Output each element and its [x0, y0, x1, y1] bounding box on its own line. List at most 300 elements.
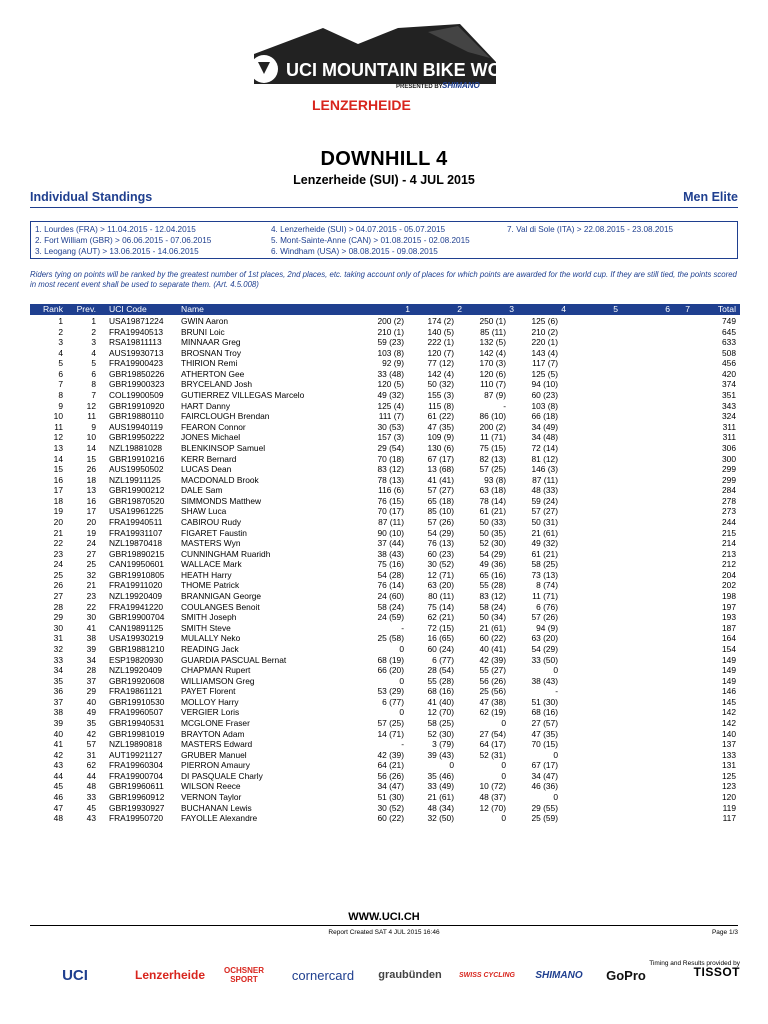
- cell-round-4: 33 (50): [531, 654, 558, 665]
- cell-round-4: 94 (9): [536, 622, 558, 633]
- cell-round-1: 0: [399, 707, 404, 718]
- cell-rank: 43: [53, 760, 63, 771]
- cell-rank: 10: [53, 411, 63, 422]
- cell-round-4: 34 (47): [531, 770, 558, 781]
- cell-round-4: 73 (13): [531, 569, 558, 580]
- cell-round-4: 49 (32): [531, 538, 558, 549]
- table-row: [30, 464, 740, 475]
- cell-round-3: 40 (41): [479, 643, 506, 654]
- page-title: DOWNHILL 4: [320, 148, 448, 170]
- cell-round-3: 60 (22): [479, 633, 506, 644]
- cell-round-1: 76 (15): [377, 495, 404, 506]
- cell-round-4: 67 (17): [531, 760, 558, 771]
- cell-name: BRAYTON Adam: [181, 728, 245, 739]
- cell-round-4: 61 (21): [531, 548, 558, 559]
- cell-round-2: 57 (27): [427, 485, 454, 496]
- cell-total: 187: [722, 622, 736, 633]
- cell-round-1: 66 (20): [377, 665, 404, 676]
- cell-total: 145: [722, 696, 736, 707]
- cell-name: FAIRCLOUGH Brendan: [181, 411, 270, 422]
- cell-prev: 26: [86, 464, 96, 475]
- cell-uci-code: CAN19950601: [109, 559, 164, 570]
- cell-name: READING Jack: [181, 643, 239, 654]
- cell-total: 154: [722, 643, 736, 654]
- cell-round-3: 54 (29): [479, 548, 506, 559]
- table-row: [30, 369, 740, 380]
- cell-prev: 28: [86, 665, 96, 676]
- cell-uci-code: COL19900509: [109, 390, 164, 401]
- tie-break-note: Riders tying on points will be ranked by the greatest number of 1st places, 2nd places, etc. taking account only of places for which points are awarded for the world cup. If they are still tied, the points scored in most recent event shall be used to separate them. (Art. 4.5.008): [30, 270, 737, 289]
- cell-rank: 6: [58, 368, 63, 379]
- cell-name: PAYET Florent: [181, 686, 236, 697]
- cell-round-1: 210 (1): [377, 326, 404, 337]
- cell-name: SHAW Luca: [181, 506, 227, 517]
- cell-round-3: 64 (17): [479, 739, 506, 750]
- table-row: [30, 379, 740, 390]
- sponsor-swiss-cycling: SWISS CYCLING: [458, 971, 515, 979]
- cell-uci-code: USA19871224: [109, 316, 164, 326]
- cell-total: 306: [722, 442, 736, 453]
- table-row: [30, 337, 740, 348]
- cell-uci-code: FRA19960304: [109, 760, 164, 771]
- cell-round-1: 87 (11): [378, 516, 404, 527]
- cell-name: BROSNAN Troy: [181, 347, 242, 358]
- cell-name: MCGLONE Fraser: [181, 717, 250, 728]
- cell-round-3: 42 (39): [479, 654, 506, 665]
- cell-rank: 26: [53, 580, 63, 591]
- cell-round-4: 68 (16): [531, 707, 558, 718]
- sponsor-uci: UCI: [62, 966, 88, 984]
- table-row: [30, 655, 740, 666]
- cell-round-2: 80 (11): [428, 591, 454, 602]
- cell-round-1: 76 (14): [377, 580, 404, 591]
- cell-round-2: 50 (32): [427, 379, 454, 390]
- cell-round-3: 142 (4): [479, 347, 506, 358]
- sponsor-cornercard: cornercard: [291, 967, 355, 983]
- cell-total: 212: [722, 559, 736, 570]
- cell-rank: 3: [58, 337, 63, 348]
- table-row: [30, 411, 740, 422]
- cell-rank: 44: [53, 770, 63, 781]
- table-row: [30, 580, 740, 591]
- cell-name: COULANGES Benoit: [181, 601, 260, 612]
- cell-round-1: 59 (23): [377, 337, 404, 348]
- table-row: [30, 739, 740, 750]
- cell-name: DALE Sam: [181, 485, 223, 496]
- cell-uci-code: FRA19941220: [109, 601, 164, 612]
- cell-name: SMITH Steve: [181, 622, 231, 633]
- cell-total: 164: [722, 633, 736, 644]
- cell-round-2: 120 (7): [427, 347, 454, 358]
- table-row: [30, 813, 740, 824]
- logo-presented-by: PRESENTED BY: [396, 84, 443, 90]
- cell-round-3: 75 (15): [479, 442, 506, 453]
- cell-total: 299: [722, 474, 736, 485]
- cell-round-1: 30 (53): [377, 421, 404, 432]
- cell-name: GUARDIA PASCUAL Bernat: [181, 654, 287, 665]
- cell-uci-code: RSA19811113: [109, 337, 162, 348]
- cell-round-2: 57 (26): [427, 516, 454, 527]
- cell-round-2: 130 (6): [427, 442, 454, 453]
- sponsor-gopro: GoPro: [606, 967, 646, 983]
- cell-round-3: 61 (21): [479, 506, 506, 517]
- logo-venue: LENZERHEIDE: [312, 97, 411, 113]
- cell-round-2: 68 (16): [427, 686, 454, 697]
- cell-total: 131: [722, 760, 736, 771]
- cell-round-2: 6 (77): [432, 654, 454, 665]
- cell-round-3: 0: [501, 770, 506, 781]
- cell-rank: 7: [58, 379, 63, 390]
- cell-prev: 45: [86, 802, 96, 813]
- cell-round-1: 157 (3): [377, 432, 404, 443]
- cell-total: 123: [722, 781, 736, 792]
- cell-uci-code: AUS19950502: [109, 464, 164, 475]
- cell-total: 374: [722, 379, 736, 390]
- cell-round-2: 3 (79): [432, 739, 454, 750]
- cell-rank: 9: [58, 400, 63, 411]
- header-total: Total: [717, 304, 736, 314]
- cell-round-3: 55 (28): [479, 580, 506, 591]
- cell-rank: 31: [53, 633, 63, 644]
- cell-uci-code: GBR19900212: [109, 485, 165, 496]
- cell-rank: 36: [53, 686, 63, 697]
- cell-round-4: 146 (3): [531, 464, 558, 475]
- cell-round-1: 116 (6): [378, 485, 404, 496]
- cell-prev: 32: [86, 569, 96, 580]
- table-row: [30, 686, 740, 697]
- cell-round-3: 0: [501, 813, 506, 824]
- header-round-1: 1: [405, 304, 410, 314]
- cell-round-2: 60 (24): [427, 643, 454, 654]
- cell-round-4: 34 (49): [531, 421, 558, 432]
- cell-prev: 11: [87, 411, 96, 422]
- cell-round-1: -: [401, 622, 404, 633]
- cell-round-2: 155 (3): [427, 390, 454, 401]
- table-row: [30, 591, 740, 602]
- cell-name: THOME Patrick: [181, 580, 240, 591]
- cell-prev: 19: [86, 527, 96, 538]
- cell-total: 149: [722, 675, 736, 686]
- cell-round-3: 11 (71): [480, 432, 506, 443]
- cell-total: 749: [722, 316, 736, 326]
- cell-round-1: 29 (54): [377, 442, 404, 453]
- cell-total: 142: [722, 717, 736, 728]
- cell-rank: 48: [53, 813, 63, 824]
- table-row: [30, 781, 740, 792]
- cell-round-3: 62 (19): [479, 707, 506, 718]
- cell-uci-code: GBR19920608: [109, 675, 165, 686]
- cell-round-1: 38 (43): [377, 548, 404, 559]
- cell-total: 215: [722, 527, 736, 538]
- cell-rank: 16: [53, 474, 63, 485]
- cell-round-4: 125 (6): [531, 316, 558, 326]
- header-round-6: 6: [665, 304, 670, 314]
- cell-round-2: 41 (40): [427, 696, 454, 707]
- cell-total: 278: [722, 495, 736, 506]
- cell-round-2: 60 (23): [427, 548, 454, 559]
- header-uci-code: UCI Code: [109, 304, 147, 314]
- cell-round-4: 70 (15): [531, 739, 558, 750]
- cell-uci-code: FRA19911020: [109, 580, 163, 591]
- footer-divider: [30, 925, 738, 926]
- cell-round-2: 174 (2): [427, 316, 454, 326]
- cell-round-3: 21 (61): [479, 622, 506, 633]
- cell-prev: 6: [91, 368, 96, 379]
- cell-round-1: 83 (12): [377, 464, 404, 475]
- timing-label: Timing and Results provided by: [649, 960, 740, 967]
- cell-round-3: 49 (36): [479, 559, 506, 570]
- cell-round-1: 6 (77): [382, 696, 404, 707]
- standings-label: Individual Standings: [30, 190, 153, 204]
- table-row: [30, 528, 740, 539]
- table-row: [30, 348, 740, 359]
- table-row: [30, 538, 740, 549]
- rounds-list: [30, 221, 738, 259]
- cell-rank: 23: [53, 548, 63, 559]
- cell-rank: 47: [53, 802, 63, 813]
- cell-prev: 12: [86, 400, 96, 411]
- cell-uci-code: GBR19881210: [109, 643, 165, 654]
- cell-round-2: 52 (30): [427, 728, 454, 739]
- cell-round-1: 51 (30): [377, 792, 404, 803]
- cell-round-3: 58 (24): [479, 601, 506, 612]
- cell-uci-code: USA19961225: [109, 506, 164, 517]
- cell-round-2: 28 (54): [427, 665, 454, 676]
- cell-rank: 28: [53, 601, 63, 612]
- cell-prev: 21: [86, 580, 96, 591]
- cell-uci-code: AUS19940119: [109, 421, 163, 432]
- cell-name: FIGARET Faustin: [181, 527, 247, 538]
- cell-uci-code: GBR19960912: [109, 792, 165, 803]
- cell-round-4: 51 (30): [531, 696, 558, 707]
- sponsor-lenzerheide: Lenzerheide: [134, 968, 206, 982]
- cell-uci-code: NZL19870418: [109, 538, 163, 549]
- cell-total: 300: [722, 453, 736, 464]
- cell-name: CABIROU Rudy: [181, 516, 242, 527]
- cell-total: 343: [722, 400, 736, 411]
- cell-round-4: 48 (33): [531, 485, 558, 496]
- cell-total: 198: [722, 591, 736, 602]
- table-row: [30, 316, 740, 327]
- cell-total: 142: [722, 707, 736, 718]
- cell-name: FAYOLLE Alexandre: [181, 813, 258, 824]
- cell-round-3: 50 (33): [479, 516, 506, 527]
- cell-round-4: 57 (27): [531, 506, 558, 517]
- cell-round-4: 29 (55): [531, 802, 558, 813]
- cell-name: DI PASQUALE Charly: [181, 770, 263, 781]
- cell-round-1: 37 (44): [377, 538, 404, 549]
- cell-round-4: 0: [553, 792, 558, 803]
- cell-prev: 24: [86, 538, 96, 549]
- cell-prev: 1: [91, 316, 96, 326]
- cell-rank: 40: [53, 728, 63, 739]
- cell-rank: 13: [53, 442, 63, 453]
- cell-round-2: 12 (71): [427, 569, 454, 580]
- cell-round-1: 64 (21): [377, 760, 404, 771]
- cell-round-1: 0: [399, 643, 404, 654]
- cell-round-3: 63 (18): [479, 485, 506, 496]
- cell-total: 311: [722, 421, 736, 432]
- cell-total: 146: [722, 686, 736, 697]
- table-row: [30, 506, 740, 517]
- cell-round-2: 67 (17): [427, 453, 454, 464]
- cell-prev: 31: [86, 749, 96, 760]
- cell-rank: 2: [58, 326, 63, 337]
- cell-rank: 14: [53, 453, 63, 464]
- header-prev: Prev.: [76, 304, 96, 314]
- header-round-3: 3: [509, 304, 514, 314]
- cell-total: 149: [722, 654, 736, 665]
- cell-name: MACDONALD Brook: [181, 474, 259, 485]
- cell-round-2: 35 (46): [427, 770, 454, 781]
- cell-round-3: 56 (26): [479, 675, 506, 686]
- cell-uci-code: GBR19940531: [109, 717, 165, 728]
- cell-uci-code: FRA19940513: [109, 326, 164, 337]
- cell-rank: 18: [53, 495, 63, 506]
- cell-total: 202: [722, 580, 736, 591]
- cell-round-4: 11 (71): [532, 591, 558, 602]
- table-row: [30, 454, 740, 465]
- uci-world-cup-logo: [228, 22, 582, 118]
- cell-name: WILSON Reece: [181, 781, 241, 792]
- cell-round-4: 143 (4): [531, 347, 558, 358]
- cell-rank: 35: [53, 675, 63, 686]
- cell-round-1: 14 (71): [377, 728, 404, 739]
- cell-total: 197: [722, 601, 736, 612]
- cell-prev: 35: [86, 717, 96, 728]
- table-row: [30, 760, 740, 771]
- cell-round-2: 63 (20): [427, 580, 454, 591]
- cell-round-1: 30 (52): [377, 802, 404, 813]
- table-row: [30, 792, 740, 803]
- sponsor-ochsner: OCHSNER SPORT: [223, 966, 264, 984]
- header-rank: Rank: [42, 304, 63, 314]
- page-number: Page 1/3: [711, 929, 738, 936]
- cell-name: SIMMONDS Matthew: [181, 495, 262, 506]
- cell-rank: 1: [58, 316, 63, 326]
- cell-round-2: 55 (28): [427, 675, 454, 686]
- cell-round-1: 70 (18): [377, 453, 404, 464]
- table-row: [30, 443, 740, 454]
- cell-prev: 7: [91, 390, 96, 401]
- cell-round-4: 72 (14): [531, 442, 558, 453]
- cell-name: BRYCELAND Josh: [181, 379, 253, 390]
- cell-total: 284: [722, 485, 736, 496]
- cell-prev: 20: [86, 516, 96, 527]
- cell-name: MOLLOY Harry: [181, 696, 239, 707]
- cell-uci-code: GBR19870520: [109, 495, 165, 506]
- table-row: [30, 496, 740, 507]
- cell-total: 137: [722, 739, 736, 750]
- cell-name: FEARON Connor: [181, 421, 246, 432]
- cell-name: GRUBER Manuel: [181, 749, 247, 760]
- header-round-4: 4: [561, 304, 566, 314]
- cell-round-1: 92 (9): [382, 358, 404, 369]
- cell-round-1: 120 (5): [377, 379, 404, 390]
- cell-round-2: 109 (9): [427, 432, 454, 443]
- cell-total: 133: [722, 749, 736, 760]
- cell-round-4: 63 (20): [531, 633, 558, 644]
- cell-total: 140: [722, 728, 736, 739]
- round-2: 2. Fort William (GBR) > 06.06.2015 - 07.06.2015: [35, 236, 212, 245]
- cell-round-4: 210 (2): [531, 326, 558, 337]
- timing-brand: TISSOT: [693, 965, 740, 979]
- cell-total: 204: [722, 569, 736, 580]
- cell-round-3: 57 (25): [479, 464, 506, 475]
- cell-round-4: 38 (43): [531, 675, 558, 686]
- cell-prev: 4: [91, 347, 96, 358]
- cell-prev: 10: [86, 432, 96, 443]
- cell-round-1: 125 (4): [377, 400, 404, 411]
- cell-uci-code: FRA19960507: [109, 707, 164, 718]
- cell-round-3: 93 (8): [484, 474, 506, 485]
- cell-round-1: 42 (39): [377, 749, 404, 760]
- cell-rank: 32: [53, 643, 63, 654]
- table-row: [30, 771, 740, 782]
- cell-round-4: 81 (12): [531, 453, 558, 464]
- cell-total: 214: [722, 538, 736, 549]
- cell-round-2: 16 (65): [427, 633, 454, 644]
- cell-rank: 29: [53, 612, 63, 623]
- cell-prev: 41: [86, 622, 96, 633]
- cell-prev: 43: [86, 813, 96, 824]
- cell-rank: 5: [58, 358, 63, 369]
- cell-prev: 15: [86, 453, 96, 464]
- cell-round-4: 0: [553, 665, 558, 676]
- cell-name: HART Danny: [181, 400, 231, 411]
- cell-round-3: 120 (6): [479, 368, 506, 379]
- header-round-7: 7: [685, 304, 690, 314]
- cell-name: BUCHANAN Lewis: [181, 802, 252, 813]
- cell-total: 311: [722, 432, 736, 443]
- cell-total: 273: [722, 506, 736, 517]
- cell-prev: 25: [86, 559, 96, 570]
- cell-round-3: 50 (35): [479, 527, 506, 538]
- footer-url[interactable]: WWW.UCI.CH: [348, 911, 420, 923]
- section-divider: [30, 207, 738, 208]
- header-round-5: 5: [613, 304, 618, 314]
- cell-prev: 44: [86, 770, 96, 781]
- cell-rank: 17: [53, 485, 63, 496]
- table-row: [30, 697, 740, 708]
- cell-prev: 23: [86, 591, 96, 602]
- table-row: [30, 612, 740, 623]
- cell-total: 420: [722, 368, 736, 379]
- cell-prev: 37: [86, 675, 96, 686]
- cell-total: 299: [722, 464, 736, 475]
- cell-round-1: 200 (2): [377, 316, 404, 326]
- cell-round-2: 0: [449, 760, 454, 771]
- cell-round-2: 61 (22): [427, 411, 454, 422]
- cell-round-4: 21 (61): [531, 527, 558, 538]
- round-5: 5. Mont-Sainte-Anne (CAN) > 01.08.2015 - 02.08.2015: [271, 236, 470, 245]
- cell-prev: 13: [86, 485, 96, 496]
- cell-round-2: 54 (29): [427, 527, 454, 538]
- table-row: [30, 602, 740, 613]
- cell-total: 508: [722, 347, 736, 358]
- cell-round-4: 0: [553, 749, 558, 760]
- cell-prev: 16: [86, 495, 96, 506]
- cell-name: WALLACE Mark: [181, 559, 242, 570]
- cell-rank: 37: [53, 696, 63, 707]
- table-row: [30, 559, 740, 570]
- cell-round-2: 222 (1): [427, 337, 454, 348]
- cell-round-2: 12 (70): [427, 707, 454, 718]
- cell-name: VERGIER Loris: [181, 707, 240, 718]
- cell-round-3: 25 (56): [479, 686, 506, 697]
- cell-name: WILLIAMSON Greg: [181, 675, 255, 686]
- cell-total: 193: [722, 612, 736, 623]
